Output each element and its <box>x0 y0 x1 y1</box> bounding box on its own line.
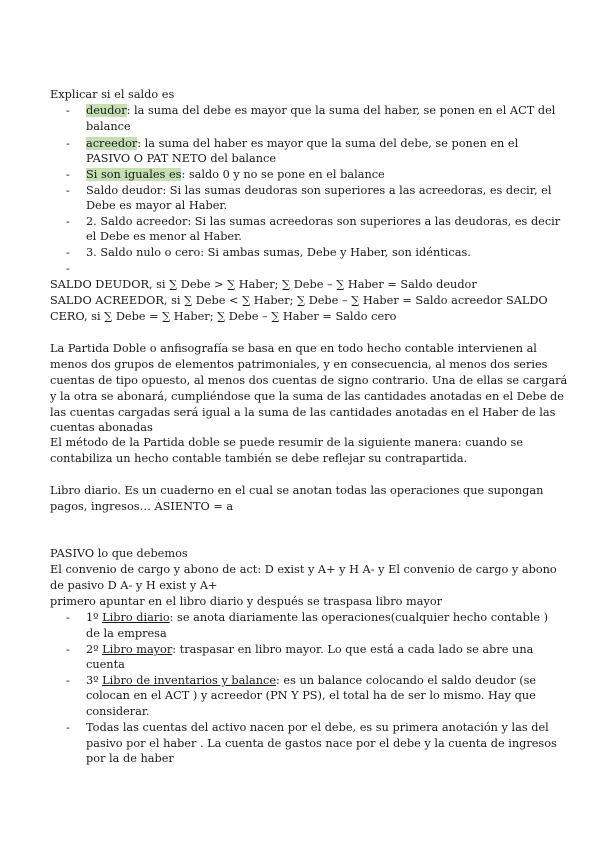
paragraph-line: primero apuntar en el libro diario y después se traspasa libro mayor <box>50 595 443 608</box>
bullet-dash: - <box>66 168 70 181</box>
bullet-dash: - <box>66 262 70 275</box>
paragraph-line: cuentas de tipo opuesto, al menos dos cuentas de signo contrario. Una de ellas se cargará <box>50 374 568 387</box>
formula-line: SALDO DEUDOR, si ∑ Debe > ∑ Haber; ∑ Debe – ∑ Haber = Saldo deudor <box>50 278 477 291</box>
book-number: 2º <box>86 643 103 656</box>
book-title: Libro diario <box>102 611 170 624</box>
intro-line: Explicar si el saldo es <box>50 88 175 101</box>
paragraph-line: menos dos grupos de elementos patrimoniales, y en consecuencia, al menos dos series <box>50 358 548 371</box>
bullet-dash: - <box>66 611 70 624</box>
paragraph-line: las cuentas cargadas será igual a la suma de las cantidades anotadas en el Haber de las <box>50 406 556 419</box>
bullet-cont: cuenta <box>86 658 125 671</box>
bullet-iguales <box>86 167 385 182</box>
bullet-cont: por la de haber <box>86 752 174 765</box>
book-inventarios <box>86 673 536 688</box>
bullet-dash: - <box>66 184 70 197</box>
bullet-text: Todas las cuentas del activo nacen por el debe, es su primera anotación y las del <box>86 721 549 734</box>
bullet-text: 2. Saldo acreedor: Si las sumas acreedoras son superiores a las deudoras, es decir <box>86 215 561 228</box>
paragraph-line: La Partida Doble o anfisografía se basa en que en todo hecho contable intervienen al <box>50 342 537 355</box>
book-title: Libro de inventarios y balance <box>102 674 277 687</box>
bullet-cont: Debe es mayor al Haber. <box>86 199 228 212</box>
paragraph-line: cuentas abonadas <box>50 421 153 434</box>
bullet-text: : la suma del haber es mayor que la suma del debe, se ponen en el <box>137 137 519 150</box>
bullet-text: : la suma del debe es mayor que la suma del haber, se ponen en el ACT del <box>126 104 556 117</box>
book-text: : se anota diariamente las operaciones(cualquier hecho contable ) <box>169 611 549 624</box>
paragraph-line: pagos, ingresos… ASIENTO = a <box>50 500 234 513</box>
bullet-cont: PASIVO O PAT NETO del balance <box>86 152 277 165</box>
bullet-dash: - <box>66 674 70 687</box>
highlight-deudor: deudor <box>86 104 127 117</box>
book-text: : es un balance colocando el saldo deudor (se <box>276 674 537 687</box>
paragraph-line: El convenio de cargo y abono de act: D exist y A+ y H A- y El convenio de cargo y abono <box>50 563 557 576</box>
bullet-text: 3. Saldo nulo o cero: Si ambas sumas, Debe y Haber, son idénticas. <box>86 246 471 259</box>
book-mayor <box>86 642 533 657</box>
bullet-cont: balance <box>86 120 131 133</box>
book-text: : traspasar en libro mayor. Lo que está a cada lado se abre una <box>172 643 534 656</box>
bullet-deudor <box>86 103 555 118</box>
highlight-iguales: Si son iguales es <box>86 168 182 181</box>
book-number: 3º <box>86 674 103 687</box>
paragraph-line: y la otra se abonará, cumpliéndose que la suma de las cantidades anotadas en el Debe de <box>50 390 564 403</box>
paragraph-line: El método de la Partida doble se puede resumir de la siguiente manera: cuando se <box>50 436 524 449</box>
formula-line: CERO, si ∑ Debe = ∑ Haber; ∑ Debe – ∑ Haber = Saldo cero <box>50 310 397 323</box>
paragraph-line: de pasivo D A- y H exist y A+ <box>50 579 218 592</box>
pasivo-heading: PASIVO lo que debemos <box>50 547 188 560</box>
bullet-cont: colocan en el ACT ) y acreedor (PN Y PS), el total ha de ser lo mismo. Hay que <box>86 689 536 702</box>
paragraph-line: contabiliza un hecho contable también se debe reflejar su contrapartida. <box>50 452 468 465</box>
bullet-cont: de la empresa <box>86 627 167 640</box>
bullet-dash: - <box>66 721 70 734</box>
formula-line: SALDO ACREEDOR, si ∑ Debe < ∑ Haber; ∑ Debe – ∑ Haber = Saldo acreedor SALDO <box>50 294 548 307</box>
bullet-cont: pasivo por el haber . La cuenta de gastos nace por el debe y la cuenta de ingresos <box>86 737 557 750</box>
book-number: 1º <box>86 611 103 624</box>
bullet-acreedor <box>86 136 518 151</box>
bullet-cont: el Debe es menor al Haber. <box>86 230 242 243</box>
highlight-acreedor: acreedor <box>86 137 138 150</box>
book-diario <box>86 610 548 625</box>
bullet-text: Saldo deudor: Si las sumas deudoras son superiores a las acreedoras, es decir, el <box>86 184 552 197</box>
bullet-dash: - <box>66 104 70 117</box>
bullet-cont: considerar. <box>86 705 150 718</box>
bullet-dash: - <box>66 215 70 228</box>
paragraph-line: Libro diario. Es un cuaderno en el cual se anotan todas las operaciones que supongan <box>50 484 544 497</box>
book-title: Libro mayor <box>102 643 173 656</box>
bullet-dash: - <box>66 137 70 150</box>
bullet-dash: - <box>66 246 70 259</box>
bullet-dash: - <box>66 643 70 656</box>
bullet-text: : saldo 0 y no se pone en el balance <box>181 168 385 181</box>
